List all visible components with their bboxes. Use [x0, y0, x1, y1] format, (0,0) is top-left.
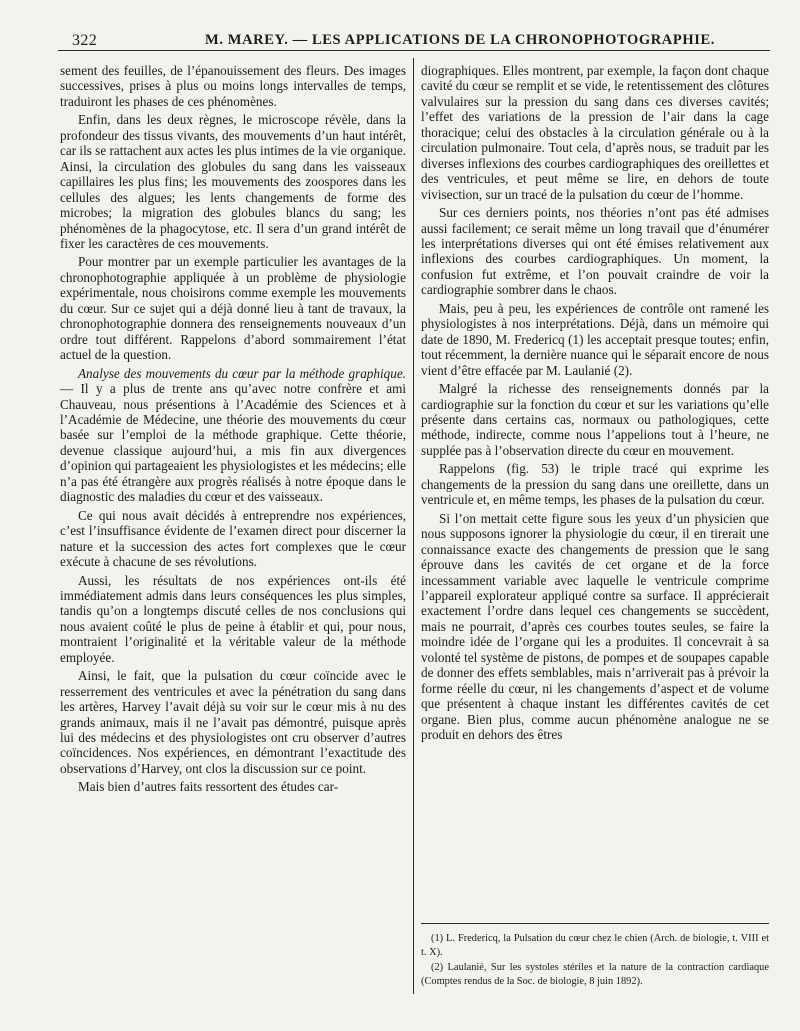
- section-text: — Il y a plus de trente ans qu’avec notre confrère et ami Chauveau, nous présentions à l’Académie des Sciences et à l’Académie de Médecine, une théorie des mouvements du cœur basée sur l’emploi de la méthode graphique. Cette théorie, devenue classique aujourd’hui, a mis fin aux divergences d’opinion qui partageaient les physiologistes et les médecins; elle n’a pas été étrangère aux progrès réalisés à notre époque dans le diagnostic des maladies du cœur et des vaisseaux.: [60, 381, 406, 505]
- paragraph: diographiques. Elles montrent, par exemple, la façon dont chaque cavité du cœur se remplit et se vide, le retentissement des clôtures valvulaires sur la pression du sang dans ces diverses cavités; l’effet des variations de la pression de l’air dans la cage thoracique; celui des obstacles à la circulation générale ou à la circulation pulmonaire. Tout cela, d’après nous, se traduit par les diverses inflexions des courbes cardiographiques des oreillettes et des ventricules, et peut même se lire, en dehors de toute vivisection, sur un tracé de la pulsation du cœur de l’homme.: [421, 63, 769, 202]
- paragraph: Enfin, dans les deux règnes, le microscope révèle, dans la profondeur des tissus vivants, des mouvements d’un haut intérêt, car ils se rattachent aux actes les plus intimes de la vie organique. Ainsi, la circulation des globules du sang dans les vaisseaux capillaires les plus fins; les mouvements des zoospores dans les cellules des algues; les lents changements de forme des microbes; la migration des globules blancs du sang; les phénomènes de la phagocytose, etc. Il sera d’un grand intérêt de fixer les caractères de ces mouvements.: [60, 112, 406, 251]
- section-title: Analyse des mouvements du cœur par la méthode graphique.: [78, 365, 406, 381]
- paragraph: Sur ces derniers points, nos théories n’ont pas été admises aussi facilement; ce serait même un long travail que d’énumérer les interprétations diverses qui ont été émises relativement aux inflexions des courbes cardiographiques. Un moment, la confusion fut extrême, et l’on pouvait craindre de voir la cardiographie sombrer dans le chaos.: [421, 205, 769, 298]
- header-rule: [58, 50, 770, 51]
- paragraph: Aussi, les résultats de nos expériences ont-ils été immédiatement admis dans leurs conséquences les plus simples, tandis qu’on a longtemps discuté celles de nos conclusions qui nous avaient coûté le plus de peine à établir et qui, pour nous, montraient l’originalité et la véritable valeur de la méthode employée.: [60, 572, 406, 665]
- footnote-2: (2) Laulanié, Sur les systoles stériles et la nature de la contraction cardiaque (Comptes rendus de la Soc. de biologie, 8 juin 1892).: [421, 962, 769, 987]
- paragraph: Ce qui nous avait décidés à entreprendre nos expériences, c’est l’insuffisance évidente de l’examen direct pour discerner la nature et la succession des actes fort complexes que le cœur exécute à chacune de ses révolutions.: [60, 507, 406, 570]
- footnote-rule: [421, 923, 769, 924]
- paragraph: Ainsi, le fait, que la pulsation du cœur coïncide avec le resserrement des ventricules et avec la pénétration du sang dans les artères, Harvey l’avait déjà su voir sur le cœur mis à nu des grands animaux, mais il ne l’avait pas démontré, puisque après lui des médecins et des physiologistes ont cru observer d’autres coïncidences. Nos expériences, en démontrant l’exactitude des observations d’Harvey, ont clos la discussion sur ce point.: [60, 668, 406, 776]
- paragraph: Mais, peu à peu, les expériences de contrôle ont ramené les physiologistes à nos interprétations. Déjà, dans un mémoire qui date de 1890, M. Fredericq (1) les acceptait presque toutes; enfin, tout récemment, la dernière nuance qui le séparait encore de nous vient d’être effacée par M. Laulanié (2).: [421, 300, 769, 378]
- page-number: 322: [72, 32, 98, 49]
- paragraph: Mais bien d’autres faits ressortent des études car-: [78, 779, 339, 795]
- left-column: [60, 63, 406, 993]
- page-header: [60, 28, 770, 52]
- paragraph: sement des feuilles, de l’épanouissement des fleurs. Des images successives, prises à plus ou moins longs intervalles de temps, traduiront les phases de ces phénomènes.: [60, 63, 406, 109]
- footnote-1: (1) L. Fredericq, la Pulsation du cœur chez le chien (Arch. de biologie, t. VIII et t. X).: [421, 933, 769, 958]
- running-title: M. MAREY. — LES APPLICATIONS DE LA CHRONOPHOTOGRAPHIE.: [205, 32, 715, 48]
- column-divider: [413, 58, 414, 994]
- paragraph: Malgré la richesse des renseignements donnés par la cardiographie sur la fonction du cœur et sur les variations qu’elle présente dans certains cas, normaux ou pathologiques, cette méthode, indirecte, comme nous l’appelions tout à l’heure, ne supplée pas à l’observation directe du cœur en mouvement.: [421, 381, 769, 458]
- section-paragraph: [60, 366, 406, 505]
- paragraph: Pour montrer par un exemple particulier les avantages de la chronophotographie appliquée à un problème de physiologie expérimentale, nous choisirons comme exemple les mouvements du cœur. Sur ce sujet qui a déjà donné lieu à tant de travaux, la chronophotographie donnera des renseignements nouveaux d’un ordre tout différent. Rappelons d’abord sommairement l’état actuel de la question.: [60, 254, 406, 363]
- paragraph: Si l’on mettait cette figure sous les yeux d’un physicien que nous supposons ignorer la physiologie du cœur, il en tirerait une connaissance exacte des changements de pression que le sang éprouve dans les cavités de cet organe et de la force incessamment variable avec laquelle le ventricule comprime l’appareil explorateur appliqué contre sa surface. Il apprécierait exactement l’ordre dans lequel ces changements se succèdent, mais ne pourrait, d’après ces courbes toutes seules, se faire la moindre idée de l’organe qui les a produites. Il concevrait à sa volonté tel système de pistons, de pompes et de soupapes capable de donner des effets semblables, mais n’arriverait pas à prévoir la forme réelle du cœur, ni les changements d’aspect et de volume que présentent à chaque instant les différentes cavités de cet organe. Bien plus, comme aucun phénomène analogue ne se produit en dehors des êtres: [421, 510, 769, 743]
- footnotes: [421, 932, 769, 990]
- paragraph: Rappelons (fig. 53) le triple tracé qui exprime les changements de la pression du sang dans une oreillette, dans un ventricule et, en même temps, les phases de la pulsation du cœur.: [421, 461, 769, 508]
- right-column: [421, 63, 769, 925]
